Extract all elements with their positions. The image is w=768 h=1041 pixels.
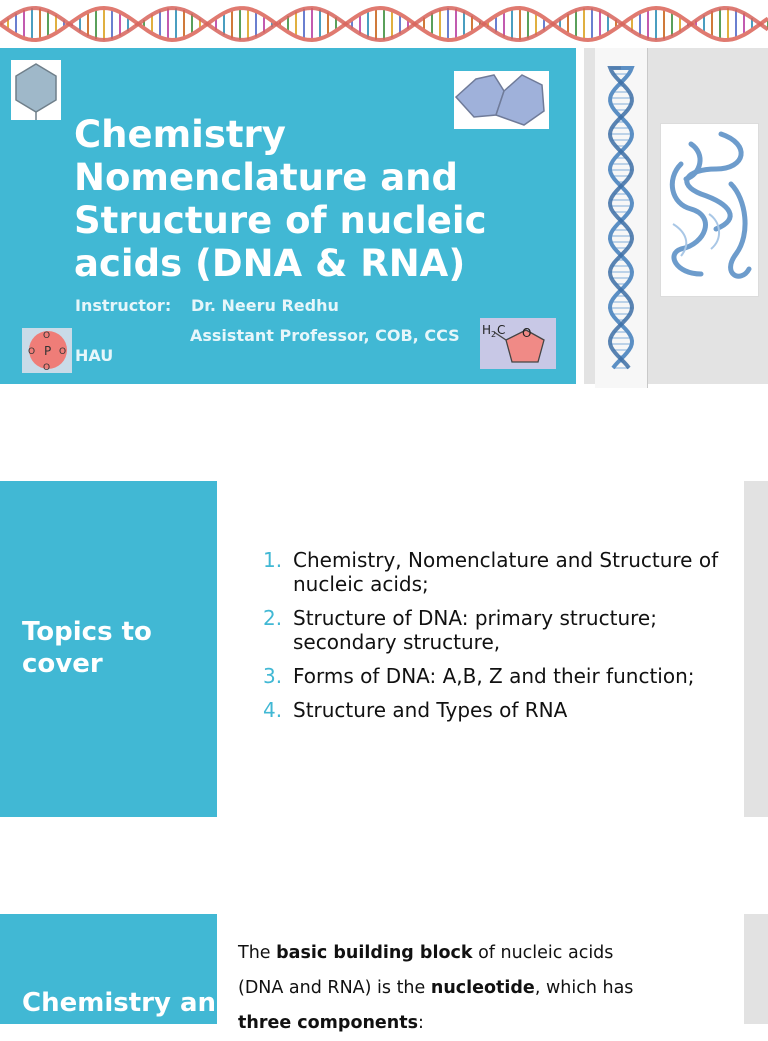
list-number: 2. [263, 606, 283, 630]
phosphate-p-label: P [44, 344, 52, 358]
slide-edge [744, 914, 768, 1024]
list-text: Structure and Types of RNA [293, 698, 568, 722]
phosphate-icon [22, 328, 72, 373]
hexagon-icon [11, 60, 61, 120]
list-item [263, 664, 723, 688]
ribose-sugar-thumbnail [480, 318, 556, 369]
institution: HAU [75, 346, 114, 365]
paragraph-text: : [418, 1013, 424, 1033]
emphasis-text: basic building block [276, 943, 473, 963]
instructor-line [75, 296, 339, 315]
ribbon-structure-icon [661, 124, 758, 296]
sugar-h-label: H [482, 323, 492, 337]
instructor-role: Assistant Professor, COB, CCS [190, 326, 460, 345]
sugar-sub-label: 2 [491, 330, 497, 339]
list-item [263, 548, 723, 596]
phosphate-o-top: O [43, 331, 51, 341]
hexagon-molecule-thumbnail [11, 60, 61, 120]
list-number: 4. [263, 698, 283, 722]
paragraph-text: of nucleic acids (DNA and RNA) is the [238, 943, 614, 998]
list-text: Chemistry, Nomenclature and Structure of nucleic acids; [293, 548, 719, 596]
dna-helix-image [595, 48, 648, 388]
list-text: Forms of DNA: A,B, Z and their function; [293, 664, 695, 688]
phosphate-o-bottom: O [43, 363, 51, 373]
list-number: 3. [263, 664, 283, 688]
slide-edge [744, 481, 768, 817]
pentose-ring-icon [480, 318, 556, 369]
sugar-o-label: O [522, 326, 532, 340]
phosphate-o-right: O [59, 347, 67, 357]
phosphate-molecule-thumbnail [22, 328, 72, 373]
vertical-helix-icon [595, 48, 647, 388]
list-text: Structure of DNA: primary structure; secondary structure, [293, 606, 657, 654]
phosphate-o-left: O [28, 347, 36, 357]
emphasis-text: nucleotide [430, 978, 535, 998]
paragraph-text: The [238, 943, 277, 963]
list-item [263, 606, 723, 654]
instructor-name: Dr. Neeru Redhu [191, 296, 339, 315]
paragraph-text: , which has [534, 978, 634, 998]
topics-list [263, 548, 723, 732]
emphasis-text: three components [238, 1013, 419, 1033]
chemistry-heading: Chemistry and [22, 988, 235, 1018]
sugar-c-label: C [497, 323, 506, 337]
protein-ribbon-image [660, 123, 759, 297]
topics-heading: Topics to cover [22, 617, 152, 679]
instructor-label: Instructor: [75, 296, 172, 315]
list-item [263, 698, 723, 722]
dna-banner-image [0, 0, 768, 48]
list-number: 1. [263, 548, 283, 572]
slide-title: Chemistry Nomenclature and Structure of nucleic acids (DNA & RNA) [74, 113, 487, 285]
nucleotide-paragraph [238, 936, 658, 1041]
